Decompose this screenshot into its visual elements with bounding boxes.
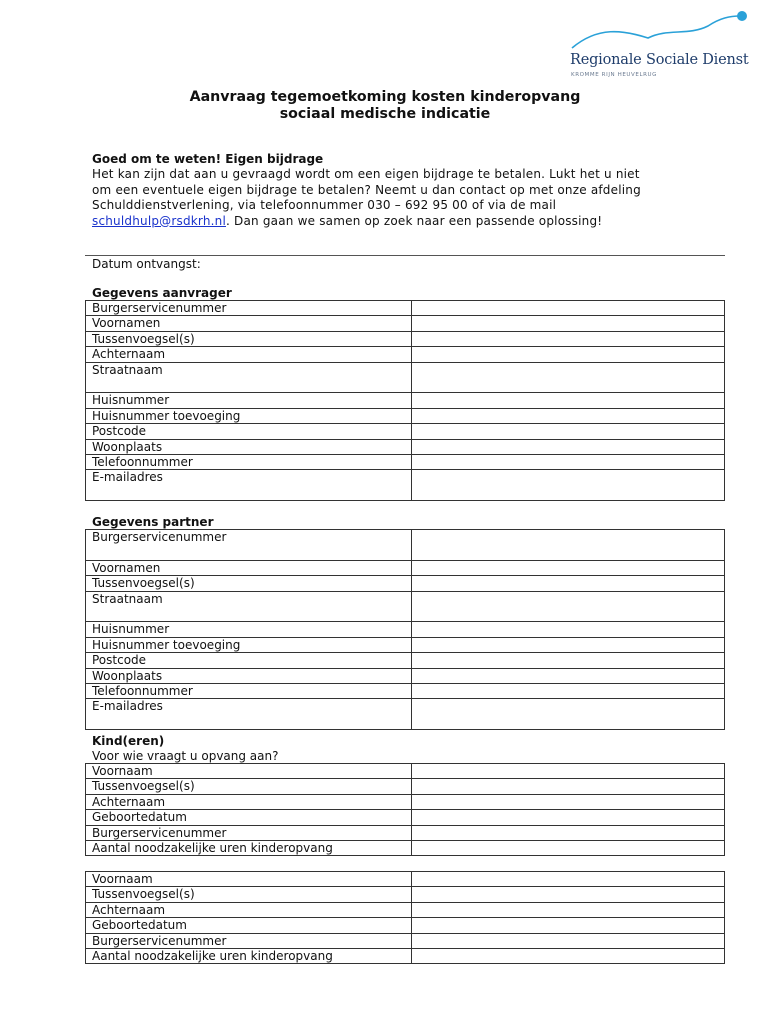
- field-value-cell[interactable]: [412, 840, 725, 855]
- field-label: Achternaam: [86, 902, 412, 917]
- field-label: Burgerservicenummer: [86, 825, 412, 840]
- form-row: [86, 530, 725, 561]
- field-label: Woonplaats: [86, 439, 412, 454]
- logo-name: Regionale Sociale Dienst: [570, 52, 749, 68]
- field-value-cell[interactable]: [412, 424, 725, 439]
- field-value-cell[interactable]: [412, 825, 725, 840]
- field-label: Tussenvoegsel(s): [86, 779, 412, 794]
- field-value-cell[interactable]: [412, 316, 725, 331]
- form-row: [86, 424, 725, 439]
- field-label: Voornamen: [86, 316, 412, 331]
- field-value-cell[interactable]: [412, 454, 725, 469]
- child-2-table: [85, 871, 725, 964]
- field-label: Geboortedatum: [86, 918, 412, 933]
- field-value-cell[interactable]: [412, 779, 725, 794]
- field-value-cell[interactable]: [412, 408, 725, 423]
- section-heading-partner: Gegevens partner: [92, 515, 214, 529]
- field-label: Burgerservicenummer: [86, 530, 412, 561]
- form-row: [86, 779, 725, 794]
- form-row: [86, 902, 725, 917]
- field-value-cell[interactable]: [412, 872, 725, 887]
- field-label: Huisnummer: [86, 622, 412, 637]
- form-row: [86, 887, 725, 902]
- field-value-cell[interactable]: [412, 393, 725, 408]
- field-label: Aantal noodzakelijke uren kinderopvang: [86, 948, 412, 963]
- field-value-cell[interactable]: [412, 764, 725, 779]
- intro-line-rest: . Dan gaan we samen op zoek naar een passende oplossing!: [226, 213, 603, 228]
- field-label: Geboortedatum: [86, 810, 412, 825]
- intro-line: Schulddienstverlening, via telefoonnummer 030 – 692 95 00 of via de mail: [92, 198, 557, 212]
- form-row: [86, 301, 725, 316]
- field-value-cell[interactable]: [412, 902, 725, 917]
- field-value-cell[interactable]: [412, 637, 725, 652]
- field-label: Achternaam: [86, 794, 412, 809]
- section-heading-kinderen: Kind(eren): [92, 734, 165, 748]
- field-label: Burgerservicenummer: [86, 301, 412, 316]
- field-label: Telefoonnummer: [86, 683, 412, 698]
- form-row: [86, 948, 725, 963]
- field-label: Voornaam: [86, 764, 412, 779]
- field-label: Voornaam: [86, 872, 412, 887]
- form-row: [86, 918, 725, 933]
- field-value-cell[interactable]: [412, 933, 725, 948]
- field-label: Woonplaats: [86, 668, 412, 683]
- form-row: [86, 454, 725, 469]
- field-label: Burgerservicenummer: [86, 933, 412, 948]
- form-row: [86, 794, 725, 809]
- field-label: E-mailadres: [86, 470, 412, 501]
- form-row: [86, 362, 725, 393]
- field-value-cell[interactable]: [412, 622, 725, 637]
- field-value-cell[interactable]: [412, 439, 725, 454]
- field-value-cell[interactable]: [412, 918, 725, 933]
- logo-arc-icon: [568, 8, 758, 58]
- form-row: [86, 840, 725, 855]
- form-row: [86, 699, 725, 730]
- field-label: Achternaam: [86, 347, 412, 362]
- field-label: Telefoonnummer: [86, 454, 412, 469]
- field-label: Aantal noodzakelijke uren kinderopvang: [86, 840, 412, 855]
- child-1-table: [85, 763, 725, 856]
- field-value-cell[interactable]: [412, 301, 725, 316]
- field-value-cell[interactable]: [412, 560, 725, 575]
- form-row: [86, 810, 725, 825]
- field-value-cell[interactable]: [412, 530, 725, 561]
- kinderen-question: Voor wie vraagt u opvang aan?: [92, 749, 279, 763]
- field-label: Tussenvoegsel(s): [86, 887, 412, 902]
- form-row: [86, 668, 725, 683]
- field-label: Tussenvoegsel(s): [86, 331, 412, 346]
- field-value-cell[interactable]: [412, 794, 725, 809]
- intro-line: Het kan zijn dat aan u gevraagd wordt om een eigen bijdrage te betalen. Lukt het u niet: [92, 167, 640, 181]
- divider: [85, 255, 725, 256]
- partner-table: [85, 529, 725, 730]
- field-value-cell[interactable]: [412, 683, 725, 698]
- rsd-logo: [568, 8, 758, 84]
- intro-heading: Goed om te weten! Eigen bijdrage: [92, 152, 324, 166]
- field-value-cell[interactable]: [412, 948, 725, 963]
- field-label: Postcode: [86, 653, 412, 668]
- form-row: [86, 872, 725, 887]
- intro-paragraph: [92, 167, 692, 229]
- form-row: [86, 316, 725, 331]
- logo-subtitle: KROMME RIJN HEUVELRUG: [571, 72, 658, 78]
- form-row: [86, 653, 725, 668]
- field-value-cell[interactable]: [412, 699, 725, 730]
- form-row: [86, 591, 725, 622]
- form-row: [86, 331, 725, 346]
- field-label: Huisnummer: [86, 393, 412, 408]
- section-heading-aanvrager: Gegevens aanvrager: [92, 286, 232, 300]
- field-label: Voornamen: [86, 560, 412, 575]
- datum-ontvangst-label: Datum ontvangst:: [92, 257, 201, 271]
- intro-line-email: [92, 214, 692, 230]
- field-value-cell[interactable]: [412, 668, 725, 683]
- field-value-cell[interactable]: [412, 470, 725, 501]
- field-value-cell[interactable]: [412, 810, 725, 825]
- field-label: Tussenvoegsel(s): [86, 576, 412, 591]
- field-value-cell[interactable]: [412, 591, 725, 622]
- field-label: Huisnummer toevoeging: [86, 408, 412, 423]
- form-row: [86, 408, 725, 423]
- field-label: Straatnaam: [86, 362, 412, 393]
- field-label: Straatnaam: [86, 591, 412, 622]
- field-value-cell[interactable]: [412, 887, 725, 902]
- form-row: [86, 576, 725, 591]
- field-value-cell[interactable]: [412, 576, 725, 591]
- form-row: [86, 764, 725, 779]
- field-value-cell[interactable]: [412, 653, 725, 668]
- intro-line: om een eventuele eigen bijdrage te betalen? Neemt u dan contact op met onze afdeling: [92, 182, 641, 197]
- field-label: Huisnummer toevoeging: [86, 637, 412, 652]
- form-row: [86, 439, 725, 454]
- field-label: Postcode: [86, 424, 412, 439]
- form-row: [86, 683, 725, 698]
- form-row: [86, 393, 725, 408]
- aanvrager-table: [85, 300, 725, 501]
- form-row: [86, 470, 725, 501]
- form-row: [86, 622, 725, 637]
- field-value-cell[interactable]: [412, 347, 725, 362]
- field-value-cell[interactable]: [412, 331, 725, 346]
- form-row: [86, 560, 725, 575]
- document-title-line-1: Aanvraag tegemoetkoming kosten kinderopvang: [189, 89, 581, 105]
- form-row: [86, 825, 725, 840]
- document-title-line-2: sociaal medische indicatie: [279, 106, 491, 122]
- form-row: [86, 933, 725, 948]
- field-value-cell[interactable]: [412, 362, 725, 393]
- form-row: [86, 637, 725, 652]
- email-link[interactable]: schuldhulp@rsdkrh.nl: [92, 213, 227, 228]
- field-label: E-mailadres: [86, 699, 412, 730]
- form-row: [86, 347, 725, 362]
